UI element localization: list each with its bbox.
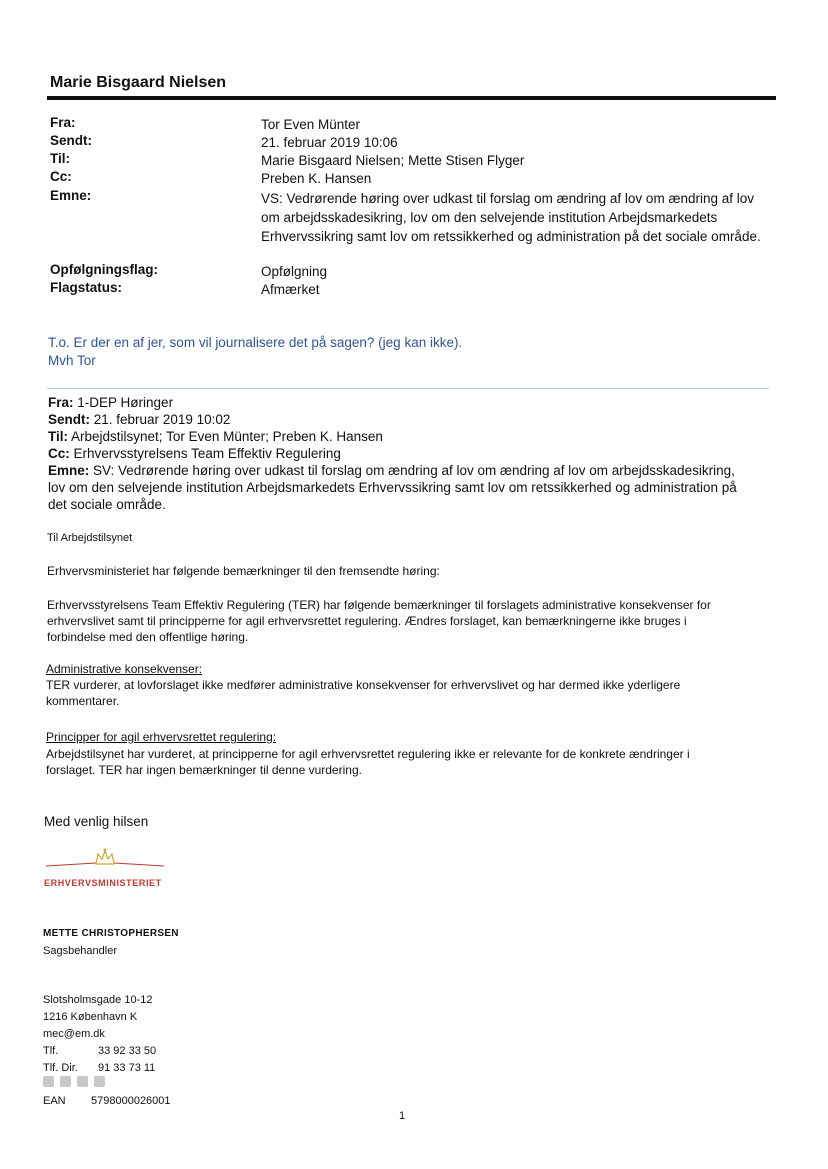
followup-value: Opfølgning [261,264,328,279]
header-rule [47,96,776,100]
twitter-icon[interactable] [77,1076,88,1087]
fw-cc: Cc: Erhvervsstyrelsens Team Effektiv Regulering [48,446,341,461]
closing: Med venlig hilsen [44,814,149,829]
fw-subject-line: lov om den selvejende institution Arbejdsmarkedets Erhvervssikring samt lov om retssikkerhed og administration på [48,480,737,495]
linkedin-icon[interactable] [60,1076,71,1087]
followup-label: Opfølgningsflag: [50,262,158,277]
address-line: Slotsholmsgade 10-12 [43,994,153,1006]
cc-value: Preben K. Hansen [261,171,372,186]
paragraph-line: erhvervslivet samt til principperne for agil erhvervsrettet regulering. Ændres forslaget, kan bemærkningerne ikke bruges i [47,614,687,628]
ministry-logo [44,846,166,890]
subject-line: VS: Vedrørende høring over udkast til forslag om ændring af lov om ændring af lov [261,191,754,206]
dir-value: 91 33 73 11 [98,1062,156,1074]
from-label: Fra: [50,115,76,130]
fw-to: Til: Arbejdstilsynet; Tor Even Münter; Preben K. Hansen [48,429,383,444]
cc-label: Cc: [50,169,72,184]
mailbox-owner: Marie Bisgaard Nielsen [50,74,227,91]
flagstatus-value: Afmærket [261,282,320,297]
crown-icon [44,846,166,870]
subject-line: om arbejdsskadesikring, lov om den selvejende institution Arbejdsmarkedets [261,210,718,225]
tel-value: 33 92 33 50 [98,1045,157,1057]
from-value: Tor Even Münter [261,117,361,132]
sent-label: Sendt: [50,133,92,148]
subject-line: Erhvervssikring samt lov om retssikkerhed og administration på det sociale område. [261,229,761,244]
section-heading: Administrative konsekvenser: [46,662,203,676]
flagstatus-label: Flagstatus: [50,280,123,295]
ean-value: 5798000026001 [91,1095,171,1107]
dir-label: Tlf. Dir. [43,1062,78,1074]
address-line: 1216 København K [43,1011,138,1023]
paragraph-line: TER vurderer, at lovforslaget ikke medfører administrative konsekvenser for erhvervslivet og har dermed ikke yderligere [46,678,681,692]
fw-subject-line: det sociale område. [48,497,166,512]
ean-label: EAN [43,1095,66,1107]
to-value: Marie Bisgaard Nielsen; Mette Stisen Flyger [261,153,525,168]
paragraph-line: Arbejdstilsynet har vurderet, at principperne for agil erhvervsrettet regulering ikke er relevante for de konkrete ændringer i [46,747,690,761]
signer-name: METTE CHRISTOPHERSEN [43,928,179,939]
note-line: T.o. Er der en af jer, som vil journalisere det på sagen? (jeg kan ikke). [48,335,463,350]
section-heading: Principper for agil erhvervsrettet regulering: [46,730,277,744]
intro: Erhvervsministeriet har følgende bemærkninger til den fremsendte høring: [47,564,440,578]
facebook-icon[interactable] [94,1076,105,1087]
paragraph-line: kommentarer. [46,694,120,708]
signer-title: Sagsbehandler [43,945,118,957]
paragraph-line: Erhvervsstyrelsens Team Effektiv Regulering (TER) har følgende bemærkninger til forslagets administrative konsekvenser for [47,598,711,612]
greeting: Til Arbejdstilsynet [47,532,133,544]
fw-subject: Emne: SV: Vedrørende høring over udkast til forslag om ændring af lov om ændring af lov om arbejdsskadesikring, [48,463,735,478]
social-icons [43,1074,111,1092]
subject-label: Emne: [50,188,92,203]
rss-icon[interactable] [43,1076,54,1087]
note-signoff: Mvh Tor [48,353,96,368]
sent-value: 21. februar 2019 10:06 [261,135,398,150]
page-number: 1 [399,1110,406,1122]
email-link[interactable]: mec@em.dk [43,1028,105,1040]
paragraph-line: forbindelse med den offentlige høring. [47,630,249,644]
fw-from: Fra: 1-DEP Høringer [48,395,174,410]
forward-divider [47,388,769,389]
fw-sent: Sendt: 21. februar 2019 10:02 [48,412,231,427]
paragraph-line: forslaget. TER har ingen bemærkninger til denne vurdering. [46,763,362,777]
tel-label: Tlf. [43,1045,59,1057]
to-label: Til: [50,151,70,166]
logo-wordmark: ERHVERVSMINISTERIET [44,878,162,888]
